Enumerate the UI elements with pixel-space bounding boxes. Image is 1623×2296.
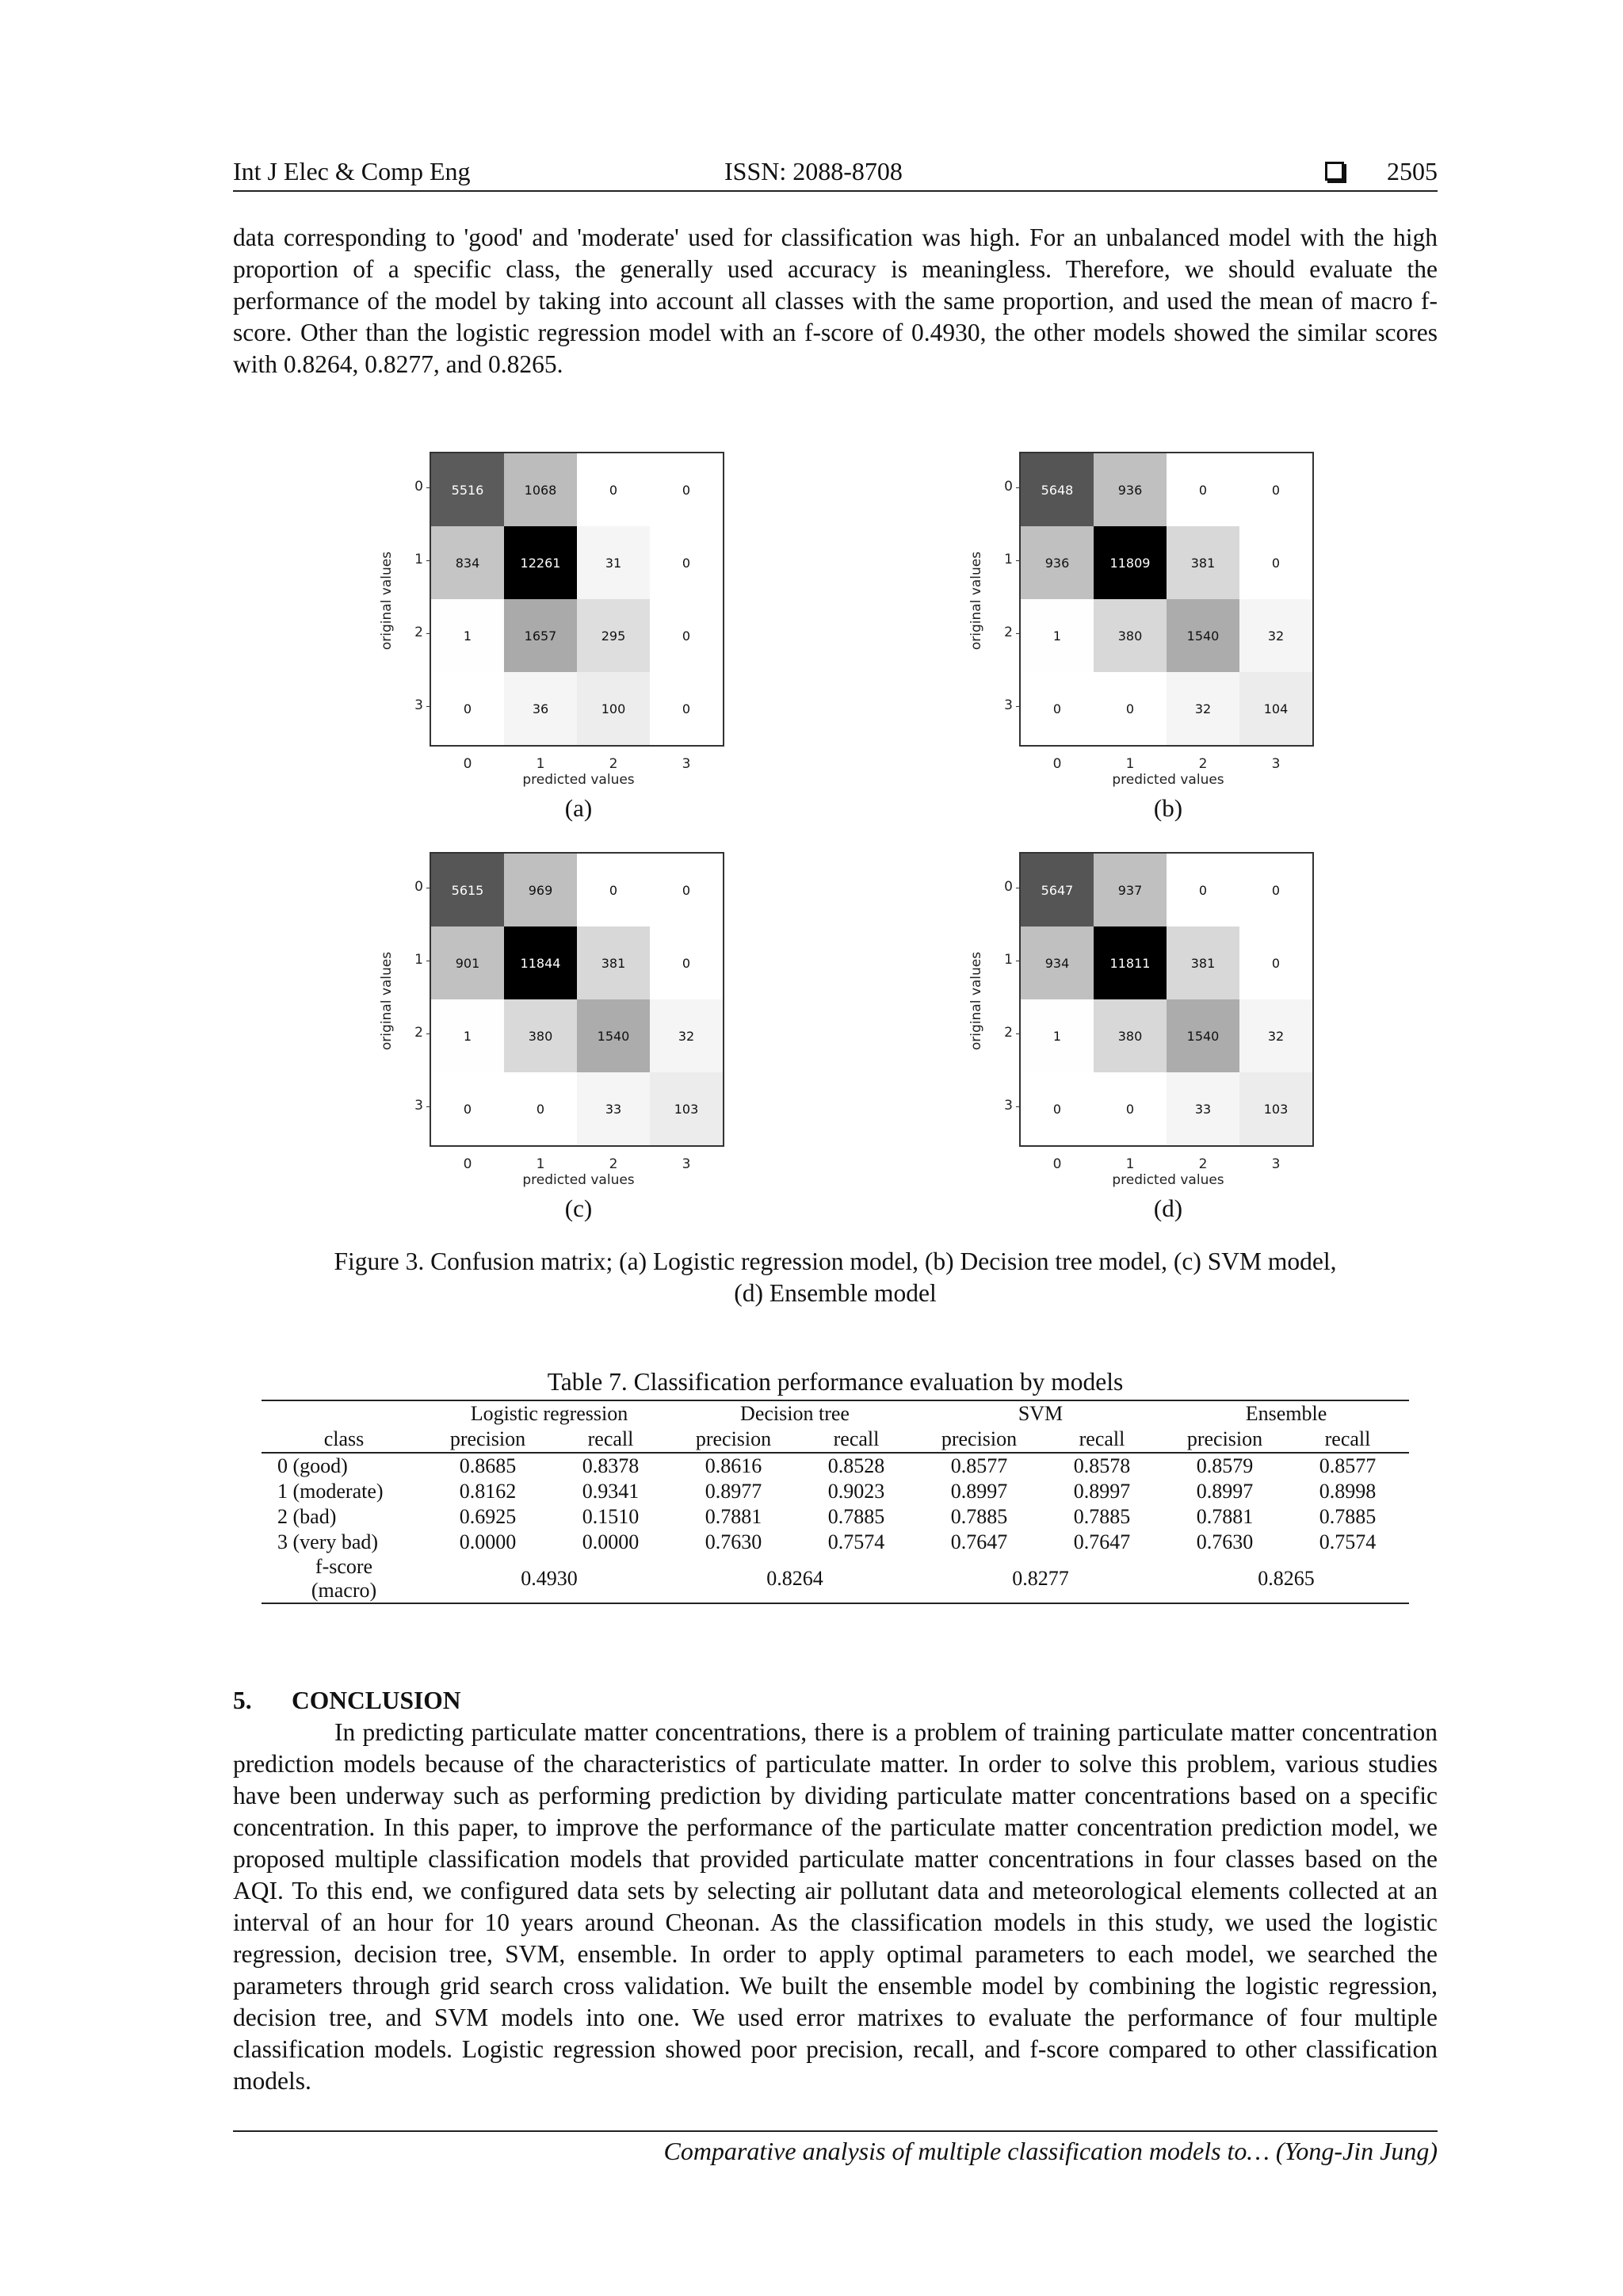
matrix-grid (430, 452, 724, 747)
confusion-matrix-d (959, 852, 1331, 1224)
matrix-cell: 1 (431, 599, 504, 672)
matrix-cell: 834 (431, 526, 504, 599)
matrix-cell: 1540 (1167, 599, 1239, 672)
matrix-cell: 1 (1021, 999, 1094, 1072)
matrix-cell: 0 (504, 1072, 577, 1145)
metric-cell: 0.8997 (1196, 1480, 1254, 1503)
metric-cell: 0.8378 (582, 1454, 640, 1477)
panel-caption: (d) (1153, 1194, 1183, 1222)
y-axis-label: original values (968, 951, 984, 1051)
metric-cell: 0.7647 (1073, 1530, 1131, 1553)
section-number: 5. (233, 1687, 252, 1714)
model-header: Decision tree (672, 1400, 918, 1427)
metric-cell: 0.7881 (1196, 1505, 1254, 1528)
matrix-cell: 5647 (1021, 854, 1094, 926)
square-icon (1325, 162, 1344, 181)
matrix-cell: 0 (650, 526, 723, 599)
class-cell: 3 (very bad) (277, 1530, 379, 1553)
y-tick-label: 1 (995, 552, 1013, 567)
matrix-cell: 36 (504, 672, 577, 745)
matrix-cell: 936 (1021, 526, 1094, 599)
metric-cell: 0.6925 (459, 1505, 517, 1528)
matrix-cell: 0 (1239, 453, 1312, 526)
model-header: Logistic regression (426, 1400, 672, 1427)
recall-header: recall (549, 1427, 672, 1453)
metric-cell: 0.9023 (827, 1480, 885, 1503)
panel-caption: (b) (1153, 794, 1183, 822)
matrix-cell: 5516 (431, 453, 504, 526)
matrix-grid (430, 852, 724, 1147)
matrix-cell: 380 (504, 999, 577, 1072)
metric-cell: 0.7630 (1196, 1530, 1254, 1553)
matrix-cell: 901 (431, 926, 504, 999)
x-tick-label: 2 (1198, 756, 1208, 772)
class-cell: 2 (bad) (277, 1505, 337, 1528)
matrix-cell: 381 (577, 926, 650, 999)
matrix-cell: 31 (577, 526, 650, 599)
metric-cell: 0.0000 (459, 1530, 517, 1553)
matrix-grid (1019, 852, 1314, 1147)
metric-cell: 0.7881 (705, 1505, 762, 1528)
x-tick-label: 2 (1198, 1156, 1208, 1172)
metric-cell: 0.8528 (827, 1454, 885, 1477)
metric-cell: 0.9341 (582, 1480, 640, 1503)
confusion-matrix-c (369, 852, 742, 1224)
matrix-cell: 1657 (504, 599, 577, 672)
class-cell: 0 (good) (277, 1454, 348, 1477)
metric-cell: 0.0000 (582, 1530, 640, 1553)
matrix-cell: 0 (650, 599, 723, 672)
recall-header: recall (1286, 1427, 1409, 1453)
precision-header: precision (672, 1427, 795, 1453)
y-tick-label: 2 (406, 1025, 423, 1041)
metric-cell: 0.8577 (950, 1454, 1008, 1477)
metric-cell: 0.7574 (827, 1530, 885, 1553)
x-tick-label: 3 (1271, 756, 1281, 772)
header-rule (233, 190, 1438, 192)
matrix-cell: 0 (1094, 672, 1167, 745)
y-tick-label: 3 (995, 1098, 1013, 1114)
x-tick-label: 1 (536, 1156, 545, 1172)
table-header-metrics (262, 1427, 1409, 1453)
table-row (262, 1530, 1409, 1555)
metric-cell: 0.8578 (1073, 1454, 1131, 1477)
y-tick-label: 1 (406, 952, 423, 968)
matrix-cell: 0 (650, 854, 723, 926)
matrix-cell: 32 (1167, 672, 1239, 745)
matrix-cell: 0 (1239, 526, 1312, 599)
matrix-cell: 0 (650, 926, 723, 999)
running-header (233, 157, 1438, 192)
confusion-matrix-a (369, 452, 742, 824)
table-row (262, 1479, 1409, 1504)
x-tick-label: 0 (463, 756, 472, 772)
metric-cell: 0.8685 (459, 1454, 517, 1477)
x-tick-label: 0 (1052, 756, 1062, 772)
y-tick-label: 3 (406, 697, 423, 713)
metric-cell: 0.8162 (459, 1480, 517, 1503)
y-tick-label: 0 (995, 479, 1013, 495)
y-axis-label: original values (379, 551, 395, 651)
section-title: CONCLUSION (292, 1687, 461, 1714)
x-tick-label: 0 (463, 1156, 472, 1172)
figure-caption-line-2: (d) Ensemble model (734, 1279, 937, 1307)
matrix-cell: 0 (577, 854, 650, 926)
metric-cell: 0.8579 (1196, 1454, 1254, 1477)
y-tick-label: 3 (995, 697, 1013, 713)
footer-rule (233, 2130, 1438, 2132)
matrix-cell: 100 (577, 672, 650, 745)
y-axis-label: original values (968, 551, 984, 651)
matrix-cell: 934 (1021, 926, 1094, 999)
metric-cell: 0.1510 (582, 1505, 640, 1528)
metric-cell: 0.8997 (950, 1480, 1008, 1503)
confusion-matrix-b (959, 452, 1331, 824)
matrix-cell: 0 (431, 672, 504, 745)
matrix-cell: 1068 (504, 453, 577, 526)
running-footer: Comparative analysis of multiple classification models to… (Yong-Jin Jung) (663, 2137, 1438, 2165)
precision-header: precision (1163, 1427, 1286, 1453)
matrix-cell: 0 (577, 453, 650, 526)
recall-header: recall (795, 1427, 918, 1453)
metric-cell: 0.7885 (1319, 1505, 1377, 1528)
matrix-cell: 380 (1094, 599, 1167, 672)
recall-header: recall (1041, 1427, 1163, 1453)
precision-header: precision (426, 1427, 549, 1453)
x-axis-label: predicted values (522, 1172, 635, 1188)
x-tick-label: 2 (609, 1156, 618, 1172)
panel-caption: (c) (564, 1194, 593, 1222)
model-header: SVM (918, 1400, 1163, 1427)
fscore-value: 0.8277 (918, 1555, 1163, 1603)
matrix-cell: 295 (577, 599, 650, 672)
y-tick-label: 2 (995, 625, 1013, 640)
matrix-cell: 33 (1167, 1072, 1239, 1145)
matrix-cell: 969 (504, 854, 577, 926)
matrix-cell: 11811 (1094, 926, 1167, 999)
section-heading (233, 1687, 461, 1715)
page-number: 2505 (1387, 157, 1438, 185)
matrix-cell: 11809 (1094, 526, 1167, 599)
issn: ISSN: 2088-8708 (724, 157, 903, 185)
matrix-cell: 0 (1021, 672, 1094, 745)
x-tick-label: 1 (1125, 1156, 1135, 1172)
matrix-cell: 0 (650, 672, 723, 745)
metric-cell: 0.7574 (1319, 1530, 1377, 1553)
conclusion-paragraph: In predicting particulate matter concentrations, there is a problem of training particulate matter concentration prediction models because of the characteristics of particulate matter. In order to solve this problem, various studies have been underway such as performing prediction by dividing particulate matter concentrations based on a specific concentration. In this paper, to improve the performance of the particulate matter concentration prediction model, we proposed multiple classification models that provided particulate matter concentrations in four classes based on the AQI. To this end, we configured data sets by selecting air pollutant data and meteorological elements collected at an interval of an hour for 10 years around Cheonan. As the classification models in this study, we used the logistic regression, decision tree, SVM, ensemble. In order to apply optimal parameters to each model, we searched the parameters through grid search cross validation. We built the ensemble model by combining the logistic regression, decision tree, and SVM models into one. We used error matrixes to evaluate the performance of four multiple classification models. Logistic regression showed poor precision, recall, and f-score compared to other classification models. (233, 1718, 1438, 2095)
matrix-cell: 0 (1094, 1072, 1167, 1145)
matrix-cell: 1540 (577, 999, 650, 1072)
matrix-cell: 32 (650, 999, 723, 1072)
table-title: Table 7. Classification performance evaluation by models (547, 1368, 1124, 1396)
y-tick-label: 0 (995, 879, 1013, 895)
metric-cell: 0.8997 (1073, 1480, 1131, 1503)
matrix-cell: 1 (1021, 599, 1094, 672)
matrix-cell: 0 (1239, 926, 1312, 999)
matrix-cell: 1 (431, 999, 504, 1072)
metric-cell: 0.8977 (705, 1480, 762, 1503)
x-tick-label: 1 (536, 756, 545, 772)
x-tick-label: 1 (1125, 756, 1135, 772)
matrix-cell: 5648 (1021, 453, 1094, 526)
class-header: class (262, 1427, 426, 1453)
matrix-cell: 381 (1167, 926, 1239, 999)
y-tick-label: 1 (995, 952, 1013, 968)
table-header-models (262, 1400, 1409, 1427)
panel-caption: (a) (564, 794, 593, 822)
y-tick-label: 3 (406, 1098, 423, 1114)
matrix-cell: 0 (1239, 854, 1312, 926)
matrix-cell: 32 (1239, 999, 1312, 1072)
intro-paragraph: data corresponding to 'good' and 'moderate' used for classification was high. For an unbalanced model with the high proportion of a specific class, the generally used accuracy is meaningless. Therefore, we should evaluate the performance of the model by taking into account all classes with the same proportion, and used the mean of macro f-score. Other than the logistic regression model with an f-score of 0.4930, the other models showed the similar scores with 0.8264, 0.8277, and 0.8265. (233, 223, 1438, 378)
matrix-cell: 12261 (504, 526, 577, 599)
metric-cell: 0.8998 (1319, 1480, 1377, 1503)
matrix-cell: 32 (1239, 599, 1312, 672)
matrix-cell: 937 (1094, 854, 1167, 926)
class-cell: 1 (moderate) (277, 1480, 384, 1503)
fscore-label-line-1: f-score (315, 1555, 373, 1578)
metric-cell: 0.8577 (1319, 1454, 1377, 1477)
matrix-cell: 380 (1094, 999, 1167, 1072)
fscore-row (262, 1555, 1409, 1603)
fscore-value: 0.4930 (426, 1555, 672, 1603)
matrix-cell: 5615 (431, 854, 504, 926)
y-tick-label: 0 (406, 879, 423, 895)
model-header: Ensemble (1163, 1400, 1409, 1427)
figure-caption-line-1: Figure 3. Confusion matrix; (a) Logistic regression model, (b) Decision tree model, (c) SVM model, (334, 1247, 1337, 1275)
metric-cell: 0.8616 (705, 1454, 762, 1477)
metric-cell: 0.7885 (827, 1505, 885, 1528)
x-tick-label: 3 (682, 1156, 691, 1172)
fscore-value: 0.8264 (672, 1555, 918, 1603)
y-axis-label: original values (379, 951, 395, 1051)
performance-table (262, 1400, 1409, 1604)
metric-cell: 0.7885 (950, 1505, 1008, 1528)
matrix-cell: 103 (650, 1072, 723, 1145)
fscore-value: 0.8265 (1163, 1555, 1409, 1603)
matrix-cell: 0 (650, 453, 723, 526)
x-tick-label: 0 (1052, 1156, 1062, 1172)
matrix-cell: 33 (577, 1072, 650, 1145)
matrix-cell: 381 (1167, 526, 1239, 599)
matrix-cell: 11844 (504, 926, 577, 999)
x-axis-label: predicted values (522, 772, 635, 788)
matrix-cell: 1540 (1167, 999, 1239, 1072)
matrix-cell: 0 (431, 1072, 504, 1145)
table-row (262, 1504, 1409, 1530)
y-tick-label: 2 (406, 625, 423, 640)
x-axis-label: predicted values (1112, 1172, 1224, 1188)
fscore-label (262, 1555, 426, 1603)
y-tick-label: 0 (406, 479, 423, 495)
figure-caption (233, 1246, 1438, 1309)
metric-cell: 0.7885 (1073, 1505, 1131, 1528)
journal-name: Int J Elec & Comp Eng (233, 157, 471, 185)
x-tick-label: 3 (1271, 1156, 1281, 1172)
matrix-cell: 0 (1167, 854, 1239, 926)
matrix-grid (1019, 452, 1314, 747)
matrix-cell: 0 (1021, 1072, 1094, 1145)
x-tick-label: 2 (609, 756, 618, 772)
precision-header: precision (918, 1427, 1041, 1453)
matrix-cell: 0 (1167, 453, 1239, 526)
fscore-label-line-2: (macro) (311, 1579, 377, 1602)
metric-cell: 0.7630 (705, 1530, 762, 1553)
metric-cell: 0.7647 (950, 1530, 1008, 1553)
y-tick-label: 2 (995, 1025, 1013, 1041)
matrix-cell: 104 (1239, 672, 1312, 745)
matrix-cell: 936 (1094, 453, 1167, 526)
table-row (262, 1453, 1409, 1479)
x-axis-label: predicted values (1112, 772, 1224, 788)
matrix-cell: 103 (1239, 1072, 1312, 1145)
x-tick-label: 3 (682, 756, 691, 772)
y-tick-label: 1 (406, 552, 423, 567)
